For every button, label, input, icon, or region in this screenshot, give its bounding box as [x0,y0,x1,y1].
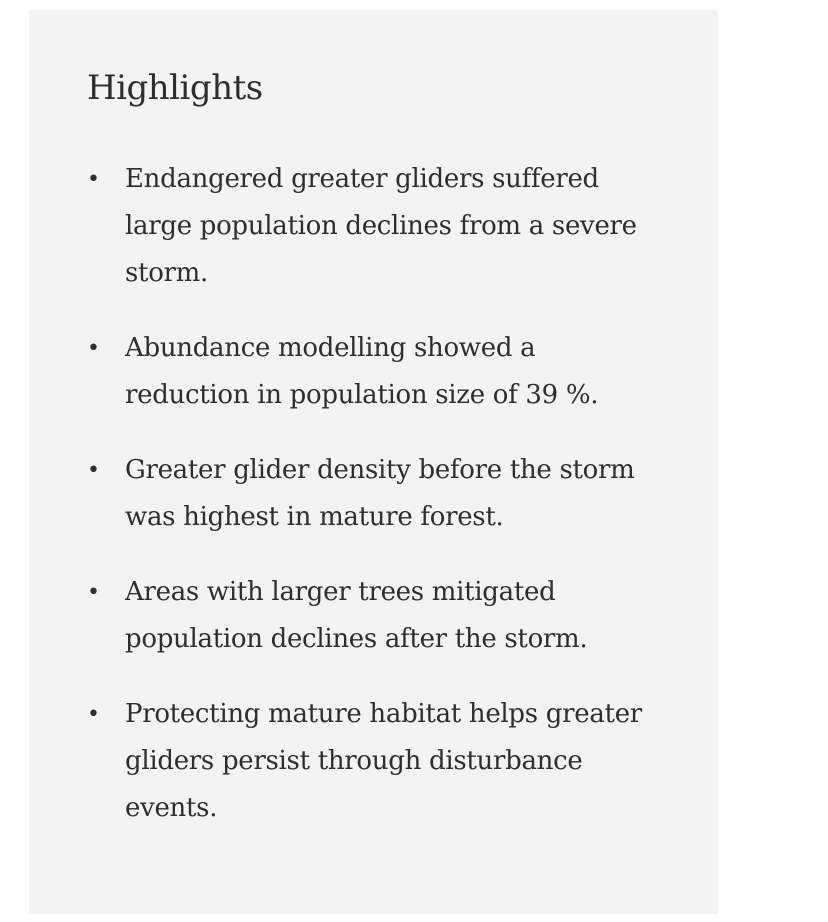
highlight-item-5 [87,691,647,832]
highlights-panel [29,10,718,914]
bullet-icon: • [87,336,100,361]
bullet-icon: • [87,702,100,727]
highlight-text: Greater glider density before the storm was highest in mature forest. [125,455,635,532]
highlight-text: Areas with larger trees mitigated population declines after the storm. [125,577,588,654]
bullet-icon: • [87,458,100,483]
highlight-text: Protecting mature habitat helps greater gliders persist through disturbance events. [125,699,642,823]
highlights-list [87,156,647,860]
highlight-item-3 [87,447,647,541]
highlight-item-2 [87,325,647,419]
bullet-icon: • [87,167,100,192]
highlight-item-4 [87,569,647,663]
highlight-item-1 [87,156,647,297]
highlight-text: Endangered greater gliders suffered large population declines from a severe storm. [125,164,637,288]
highlights-title: Highlights [87,68,263,108]
highlight-text: Abundance modelling showed a reduction in population size of 39 %. [125,333,599,410]
bullet-icon: • [87,580,100,605]
